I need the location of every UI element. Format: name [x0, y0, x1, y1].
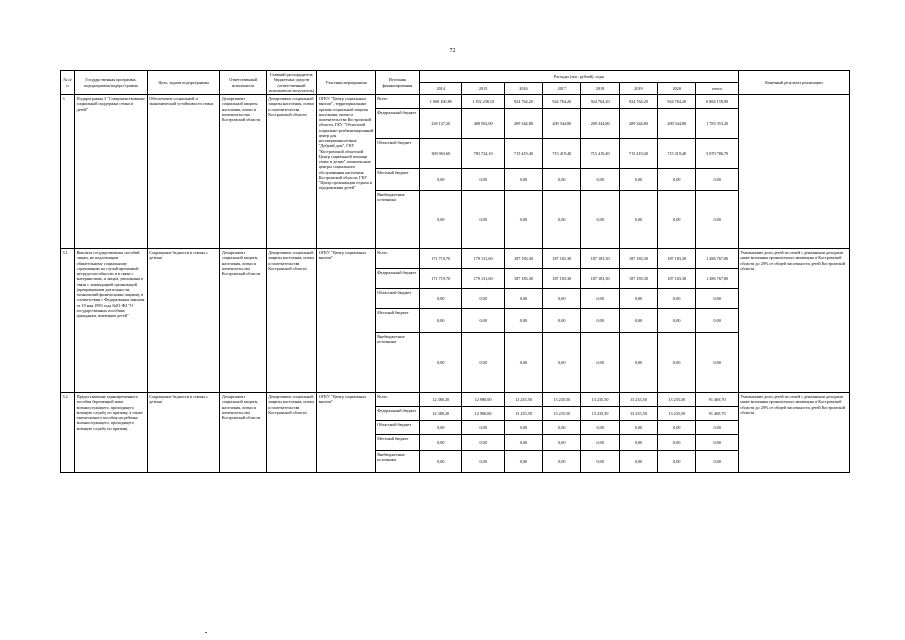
amount-cell: 0,00	[696, 191, 738, 249]
amount-cell: 0,00	[462, 435, 504, 451]
budget-manager: Департамент социальной защиты населения, опеки и попечительства Костромской области	[266, 249, 316, 393]
amount-cell: 0,00	[696, 435, 738, 451]
header-year: итого	[696, 83, 738, 95]
amount-cell: 0,00	[420, 333, 462, 393]
amount-cell: 0,00	[658, 333, 696, 393]
amount-cell: 0,00	[658, 169, 696, 191]
funding-source: Внебюджетные источники	[375, 333, 419, 393]
amount-cell: 12 380,20	[420, 407, 462, 421]
amount-cell: 209 344,80	[619, 109, 657, 139]
scan-mark	[205, 632, 207, 633]
funding-source: Федеральный бюджет	[375, 269, 419, 289]
amount-cell: 12 980,00	[462, 407, 504, 421]
expected-result: Уменьшение доли детей из семей с денежными доходами ниже величины прожиточного минимума в Костромской области до 20% от общей численности детей Костромской области	[738, 249, 849, 393]
amount-cell: 0,00	[462, 421, 504, 435]
amount-cell: 0,00	[619, 309, 657, 333]
table-body	[61, 95, 850, 473]
amount-cell: 1 068 100,80	[420, 95, 462, 109]
amount-cell: 0,00	[462, 309, 504, 333]
amount-cell: 0,00	[504, 289, 542, 309]
table-row	[61, 249, 850, 269]
amount-cell: 187 183,30	[619, 249, 657, 269]
amount-cell: 5 070 786,70	[696, 139, 738, 169]
table-row	[61, 393, 850, 407]
amount-cell: 0,00	[504, 451, 542, 473]
amount-cell: 1 286 767,80	[696, 269, 738, 289]
amount-cell: 209 344,80	[543, 109, 581, 139]
amount-cell: 0,00	[696, 309, 738, 333]
header-source: Источник финансирования	[375, 71, 419, 95]
amount-cell: 0,00	[658, 289, 696, 309]
amount-cell: 0,00	[581, 191, 619, 249]
program-name: Предоставление единовременного пособия беременной жене военнослужащего, проходящего военную службу по призыву, а также ежемесячного пособия на ребенка военнослужащего, проходящего военную службу по призыву	[75, 393, 148, 473]
header-year: 2017	[543, 83, 581, 95]
amount-cell: 13 235,50	[543, 393, 581, 407]
header-year: 2014	[420, 83, 462, 95]
amount-cell: 0,00	[543, 289, 581, 309]
amount-cell: 187 183,30	[658, 269, 696, 289]
amount-cell: 0,00	[696, 169, 738, 191]
header-result: Конечный результат реализации	[738, 71, 849, 95]
amount-cell: 13 235,50	[581, 407, 619, 421]
amount-cell: 238 137,20	[420, 109, 462, 139]
amount-cell: 187 183,30	[543, 249, 581, 269]
amount-cell: 187 183,30	[504, 249, 542, 269]
amount-cell: 0,00	[658, 421, 696, 435]
program-name: Выплата государственных пособий лицам, не подлежащим обязательному социальному страхованию на случай временной нетрудоспособности и в связи с материнством, и лицам, уволенным в связи с ликвидацией организаций (прекращением деятельности, полномочий физическими лицами), в соответствии с Федеральным законом от 19 мая 1995 года №81-ФЗ "О государственных пособиях гражданам, имеющим детей"	[75, 249, 148, 393]
program-table	[60, 70, 850, 473]
amount-cell: 0,00	[619, 421, 657, 435]
amount-cell: 13 235,50	[658, 393, 696, 407]
amount-cell: 13 235,50	[543, 407, 581, 421]
header-goal: Цель, задачи подпрограммы	[147, 71, 220, 95]
funding-source: Всего	[375, 95, 419, 109]
amount-cell: 6 884 159,90	[696, 95, 738, 109]
amount-cell: 0,00	[696, 451, 738, 473]
amount-cell: 179 131,60	[462, 249, 504, 269]
amount-cell: 13 235,50	[658, 407, 696, 421]
amount-cell: 715 419,40	[619, 139, 657, 169]
amount-cell: 209 344,80	[581, 109, 619, 139]
amount-cell: 0,00	[658, 309, 696, 333]
amount-cell: 0,00	[658, 191, 696, 249]
amount-cell: 0,00	[696, 421, 738, 435]
funding-source: Внебюджетные источники	[375, 451, 419, 473]
table-row	[61, 95, 850, 109]
amount-cell: 0,00	[581, 169, 619, 191]
header-row	[61, 71, 850, 83]
amount-cell: 0,00	[619, 169, 657, 191]
amount-cell: 0,00	[581, 289, 619, 309]
header-expenses: Расходы (тыс. рублей), годы	[420, 71, 739, 83]
goal-text: Сокращение бедности в семьях с детьми	[147, 249, 220, 393]
goal-text: Сокращение бедности в семьях с детьми	[147, 393, 220, 473]
amount-cell: 13 235,50	[619, 393, 657, 407]
header-year: 2019	[619, 83, 657, 95]
amount-cell: 0,00	[658, 435, 696, 451]
funding-source: Всего	[375, 249, 419, 269]
funding-source: Всего	[375, 393, 419, 407]
funding-source: Федеральный бюджет	[375, 109, 419, 139]
amount-cell: 924 764,20	[543, 95, 581, 109]
amount-cell: 0,00	[420, 289, 462, 309]
amount-cell: 0,00	[504, 191, 542, 249]
amount-cell: 924 764,20	[504, 95, 542, 109]
amount-cell: 924 764,20	[619, 95, 657, 109]
amount-cell: 0,00	[619, 435, 657, 451]
header-year: 2020	[658, 83, 696, 95]
amount-cell: 783 724,10	[462, 139, 504, 169]
amount-cell: 0,00	[619, 289, 657, 309]
amount-cell: 0,00	[696, 333, 738, 393]
amount-cell: 0,00	[462, 451, 504, 473]
amount-cell: 171 719,70	[420, 249, 462, 269]
amount-cell: 0,00	[696, 289, 738, 309]
amount-cell: 91 469,70	[696, 407, 738, 421]
amount-cell: 187 183,30	[543, 269, 581, 289]
amount-cell: 0,00	[504, 421, 542, 435]
header-responsible: Ответственный исполнитель	[220, 71, 266, 95]
amount-cell: 12 380,20	[420, 393, 462, 407]
amount-cell: 715 419,40	[581, 139, 619, 169]
amount-cell: 0,00	[658, 451, 696, 473]
amount-cell: 0,00	[420, 435, 462, 451]
page-number: 72	[449, 48, 456, 54]
header-no: № п/п	[61, 71, 75, 95]
budget-manager: Департамент социальной защиты населения, опеки и попечительства Костромской области	[266, 95, 316, 249]
expected-result: Уменьшение доли детей из семей с денежными доходами ниже величины прожиточного минимума в Костромской области до 20% от общей численности детей Костромской области	[738, 393, 849, 473]
amount-cell: 13 235,50	[581, 393, 619, 407]
funding-source: Областной бюджет	[375, 421, 419, 435]
amount-cell: 0,00	[462, 289, 504, 309]
amount-cell: 13 235,50	[504, 407, 542, 421]
header-gr-bs: Главный распорядитель бюджетных средств (ответственный исполнитель-получатель)	[266, 71, 316, 95]
amount-cell: 0,00	[581, 451, 619, 473]
amount-cell: 715 419,40	[658, 139, 696, 169]
amount-cell: 187 183,30	[619, 269, 657, 289]
amount-cell: 1 286 767,80	[696, 249, 738, 269]
responsible-executor: Департамент социальной защиты населения, опеки и попечительства Костромской области	[220, 393, 266, 473]
amount-cell: 0,00	[543, 421, 581, 435]
funding-source: Областной бюджет	[375, 289, 419, 309]
amount-cell: 0,00	[543, 333, 581, 393]
amount-cell: 0,00	[581, 309, 619, 333]
amount-cell: 0,00	[504, 435, 542, 451]
amount-cell: 0,00	[619, 333, 657, 393]
amount-cell: 13 235,50	[619, 407, 657, 421]
amount-cell: 0,00	[504, 309, 542, 333]
amount-cell: 13 235,50	[504, 393, 542, 407]
amount-cell: 0,00	[420, 421, 462, 435]
amount-cell: 715 419,40	[543, 139, 581, 169]
program-name: Подпрограмма 3 "Совершенствование социальной поддержки семьи и детей"	[75, 95, 148, 249]
responsible-executor: Департамент социальной защиты населения, опеки и попечительства Костромской области	[220, 249, 266, 393]
amount-cell: 0,00	[462, 191, 504, 249]
amount-cell: 924 764,20	[581, 95, 619, 109]
amount-cell: 0,00	[543, 309, 581, 333]
participants-text: ОГКУ "Центр социальных выплат"	[317, 393, 376, 473]
amount-cell: 171 719,70	[420, 269, 462, 289]
participants-text: ОГКУ "Центр социальных выплат", территориальные органы социальной защиты населения, опеки и попечительства Костромской области, ГКУ "Областной социально-реабилитационный центр для несовершеннолетних "Добрый дом", ГКУ "Костромской областной Центр социальной помощи семье и детям", комплексные центры социального обслуживания населения Костромской области, ГКУ "Центр организации отдыха и оздоровления детей"	[317, 95, 376, 249]
funding-source: Местный бюджет	[375, 169, 419, 191]
responsible-executor: Департамент социальной защиты населения, опеки и попечительства Костромской области	[220, 95, 266, 249]
amount-cell: 0,00	[543, 191, 581, 249]
amount-cell: 12 980,00	[462, 393, 504, 407]
participants-text: ОГКУ "Центр социальных выплат"	[317, 249, 376, 393]
amount-cell: 187 183,30	[504, 269, 542, 289]
amount-cell: 0,00	[420, 191, 462, 249]
amount-cell: 0,00	[420, 169, 462, 191]
funding-source: Областной бюджет	[375, 139, 419, 169]
amount-cell: 0,00	[543, 451, 581, 473]
expected-result	[738, 95, 849, 249]
amount-cell: 0,00	[462, 333, 504, 393]
amount-cell: 408 502,00	[462, 109, 504, 139]
amount-cell: 1 783 353,20	[696, 109, 738, 139]
header-year: 2016	[504, 83, 542, 95]
funding-source: Внебюджетные источники	[375, 191, 419, 249]
header-year: 2018	[581, 83, 619, 95]
amount-cell: 0,00	[581, 421, 619, 435]
budget-manager: Департамент социальной защиты населения, опеки и попечительства Костромской области	[266, 393, 316, 473]
amount-cell: 0,00	[619, 451, 657, 473]
amount-cell: 209 344,80	[504, 109, 542, 139]
amount-cell: 0,00	[543, 435, 581, 451]
amount-cell: 187 183,30	[581, 269, 619, 289]
row-number: 3.2	[61, 393, 75, 473]
amount-cell: 0,00	[543, 169, 581, 191]
amount-cell: 187 183,30	[581, 249, 619, 269]
amount-cell: 0,00	[581, 333, 619, 393]
amount-cell: 0,00	[504, 169, 542, 191]
amount-cell: 0,00	[420, 451, 462, 473]
amount-cell: 179 131,60	[462, 269, 504, 289]
amount-cell: 0,00	[581, 435, 619, 451]
amount-cell: 209 344,80	[658, 109, 696, 139]
amount-cell: 0,00	[420, 309, 462, 333]
amount-cell: 715 419,40	[504, 139, 542, 169]
amount-cell: 309 963,60	[420, 139, 462, 169]
header-program: Государственная программа, подпрограмма/подпро-грамма	[75, 71, 148, 95]
amount-cell: 924 764,20	[658, 95, 696, 109]
amount-cell: 0,00	[504, 333, 542, 393]
header-year: 2015	[462, 83, 504, 95]
amount-cell: 1 192 238,10	[462, 95, 504, 109]
row-number: 3	[61, 95, 75, 249]
row-number: 3.1	[61, 249, 75, 393]
amount-cell: 91 469,70	[696, 393, 738, 407]
amount-cell: 0,00	[619, 191, 657, 249]
goal-text: Обеспечение социальной и экономической устойчивости семьи	[147, 95, 220, 249]
funding-source: Местный бюджет	[375, 435, 419, 451]
amount-cell: 0,00	[462, 169, 504, 191]
header-participants: Участник мероприятия	[317, 71, 376, 95]
amount-cell: 187 183,30	[658, 249, 696, 269]
funding-source: Местный бюджет	[375, 309, 419, 333]
funding-source: Федеральный бюджет	[375, 407, 419, 421]
